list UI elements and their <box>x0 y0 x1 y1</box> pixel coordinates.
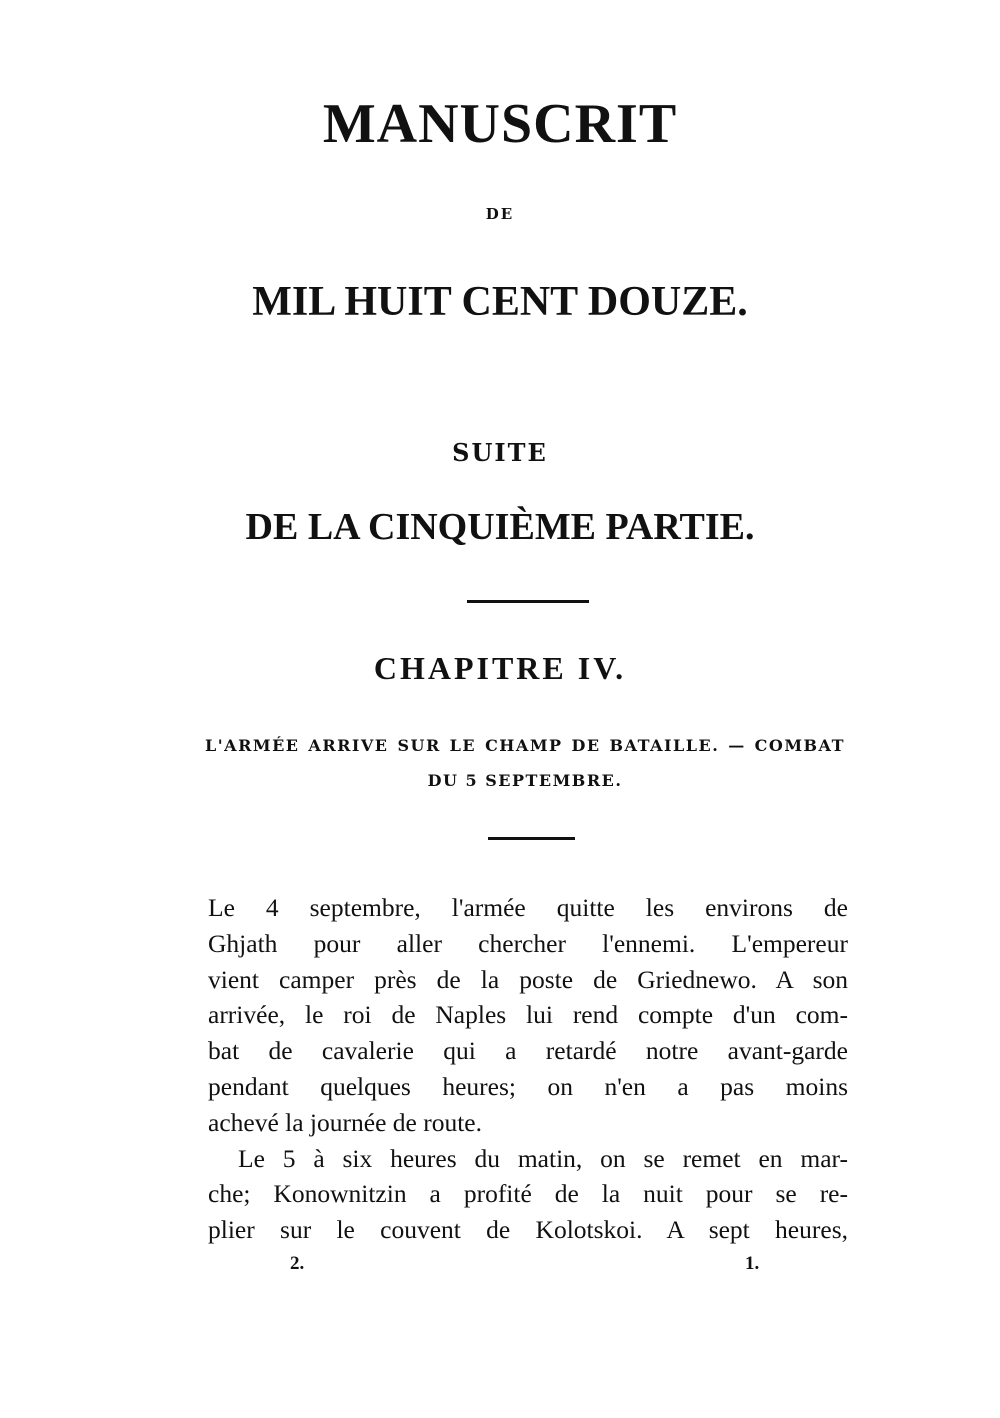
signature-mark-left: 2. <box>290 1253 305 1274</box>
chapter-summary: L'ARMÉE ARRIVE SUR LE CHAMP DE BATAILLE. — COMBAT DU 5 SEPTEMBRE. <box>205 736 845 790</box>
text-line: che; Konownitzin a profité de la nuit pour se re- <box>208 1179 848 1209</box>
suite-label: SUITE <box>452 438 548 467</box>
text-line: plier sur le couvent de Kolotskoi. A sept heures, <box>208 1215 848 1245</box>
chapter-title: CHAPITRE IV. <box>373 650 627 686</box>
divider-rule <box>467 600 589 603</box>
text-line: pendant quelques heures; on n'en a pas moins <box>208 1071 848 1101</box>
text-line: Le 4 septembre, l'armée quitte les environs de <box>208 893 848 922</box>
text-line: Le 5 à six heures du matin, on se remet en mar- <box>238 1143 848 1173</box>
text-line: arrivée, le roi de Naples lui rend compte d'un com- <box>208 1000 848 1030</box>
book-title: MANUSCRIT <box>322 93 678 155</box>
divider-rule <box>488 837 575 840</box>
title-connector: DE <box>485 205 515 223</box>
part-title: DE LA CINQUIÈME PARTIE. <box>245 506 755 548</box>
text-line: bat de cavalerie qui a retardé notre avant-garde <box>208 1036 848 1066</box>
signature-mark-right: 1. <box>745 1253 760 1274</box>
text-line: Ghjath pour aller chercher l'ennemi. L'empereur <box>208 928 848 958</box>
body-paragraphs <box>208 890 848 1248</box>
book-subtitle: MIL HUIT CENT DOUZE. <box>252 279 748 325</box>
text-line: achevé la journée de route. <box>208 1107 482 1137</box>
text-line: vient camper près de la poste de Griednewo. A son <box>208 964 848 994</box>
